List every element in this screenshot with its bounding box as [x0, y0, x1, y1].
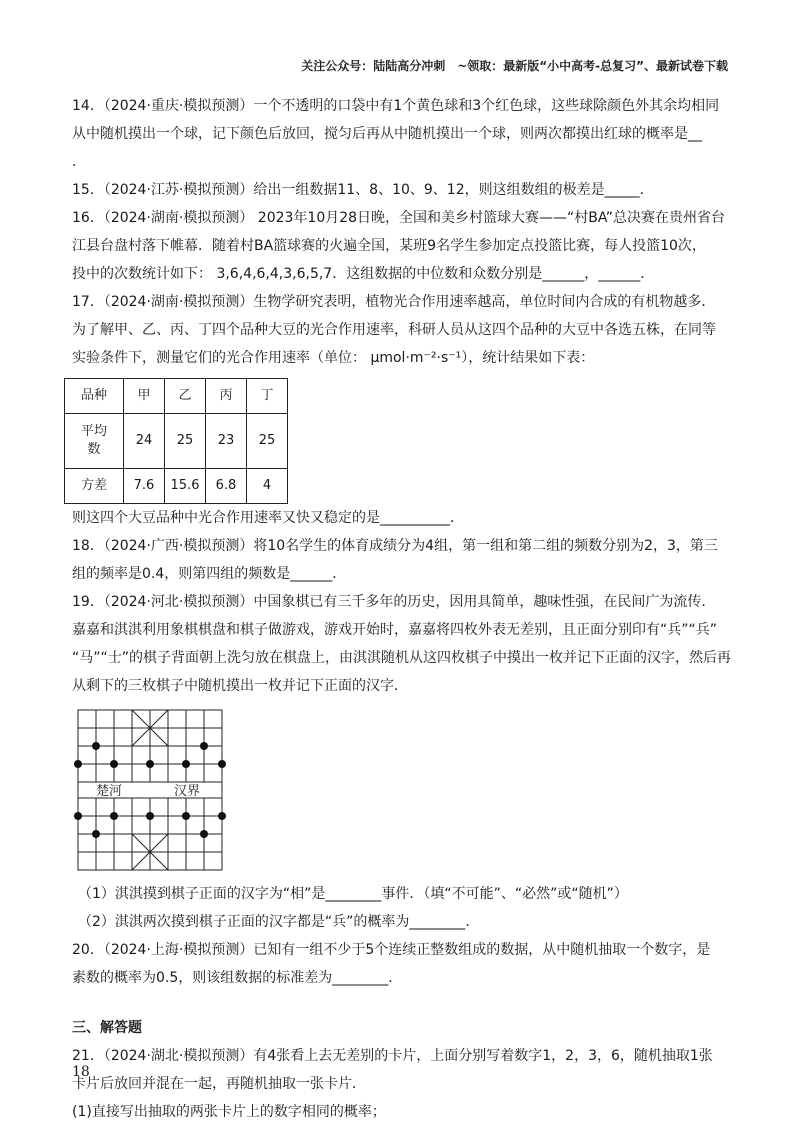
chessboard-svg — [74, 706, 230, 874]
q14-line1: 14．（2024·重庆·模拟预测）一个不透明的口袋中有1个黄色球和3个红色球，这些球除颜色外其余均相同 — [72, 98, 720, 114]
q16-line3: 投中的次数统计如下： 3,6,4,6,4,3,6,5,7．这组数据的中位数和众数分别是______，______． — [72, 266, 655, 282]
mean-label-part1: 平均 — [80, 424, 107, 439]
table-cell: 24 — [124, 414, 165, 469]
table-cell: 6.8 — [206, 469, 247, 504]
page-header: 关注公众号：陆陆高分冲刺 ~领取：最新版“小中高考-总复习”、最新试卷下载 — [301, 59, 728, 73]
q19-line4: 从剩下的三枚棋子中随机摸出一枚并记下正面的汉字． — [72, 678, 408, 694]
q20-line2: 素数的概率为0.5，则该组数据的标准差为________． — [72, 970, 403, 986]
table-row — [65, 414, 288, 469]
river-right-label: 汉界 — [174, 784, 201, 799]
table-cell: 4 — [247, 469, 288, 504]
q18-line2: 组的频率是0.4，则第四组的频数是______． — [72, 566, 347, 582]
q14-line2: 从中随机摸出一个球，记下颜色后放回，搅匀后再从中随机摸出一个球，则两次都摸出红球的概率是__ — [72, 126, 702, 142]
q15-line1: 15．（2024·江苏·模拟预测）给出一组数据11、8、10、9、12，则这组数组的极差是_____． — [72, 182, 654, 198]
table-row-label — [65, 414, 124, 469]
q17-line4: 则这四个大豆品种中光合作用速率又快又稳定的是__________． — [72, 510, 464, 526]
table-row-label: 方差 — [65, 469, 124, 504]
photosynthesis-table — [64, 378, 288, 504]
q21-line1: 21．（2024·湖北·模拟预测）有4张看上去无差别的卡片，上面分别写着数字1，2，3，6，随机抽取1张 — [72, 1048, 713, 1064]
table-header-cell: 乙 — [165, 379, 206, 414]
q19-sub1: （1）淇淇摸到棋子正面的汉字为“相”是________事件．（填“不可能”、“必然”或“随机”） — [78, 886, 628, 902]
q21-line3: (1)直接写出抽取的两张卡片上的数字相同的概率； — [72, 1104, 386, 1120]
table-header-cell: 品种 — [65, 379, 124, 414]
q17-line1: 17．（2024·湖南·模拟预测）生物学研究表明，植物光合作用速率越高，单位时间内合成的有机物越多． — [72, 294, 716, 310]
q20-line1: 20．（2024·上海·模拟预测）已知有一组不少于5个连续正整数组成的数据，从中随机抽取一个数字，是 — [72, 942, 711, 958]
q18-line1: 18．（2024·广西·模拟预测）将10名学生的体育成绩分为4组，第一组和第二组的频数分别为2，3，第三 — [72, 538, 718, 554]
table-header-cell: 甲 — [124, 379, 165, 414]
q19-line3: “马”“士”的棋子背面朝上洗匀放在棋盘上，由淇淇随机从这四枚棋子中摸出一枚并记下正面的汉字，然后再 — [72, 650, 732, 666]
table-cell: 7.6 — [124, 469, 165, 504]
q14-line3: ． — [72, 154, 86, 170]
table-row — [65, 469, 288, 504]
q19-line2: 嘉嘉和淇淇利用象棋棋盘和棋子做游戏，游戏开始时，嘉嘉将四枚外表无差别，且正面分别印有“兵”“兵” — [72, 622, 718, 638]
river-left-label: 楚河 — [96, 784, 123, 799]
table-cell: 25 — [247, 414, 288, 469]
table-header-cell: 丙 — [206, 379, 247, 414]
table-cell: 25 — [165, 414, 206, 469]
chessboard-figure — [74, 706, 732, 874]
q17-line2: 为了解甲、乙、丙、丁四个品种大豆的光合作用速率，科研人员从这四个品种的大豆中各选五株，在同等 — [72, 322, 716, 338]
q16-line1: 16．（2024·湖南·模拟预测） 2023年10月28日晚，全国和美乡村篮球大赛——“村BA”总决赛在贵州省台 — [72, 210, 726, 226]
section-title: 三、解答题 — [72, 1020, 142, 1036]
table-cell: 15.6 — [165, 469, 206, 504]
q19-sub2: （2）淇淇两次摸到棋子正面的汉字都是“兵”的概率为________． — [78, 914, 480, 930]
table-cell: 23 — [206, 414, 247, 469]
table-row — [65, 379, 288, 414]
q16-line2: 江县台盘村落下帷幕．随着村BA篮球赛的火遍全国，某班9名学生参加定点投篮比赛，每人投篮10次， — [72, 238, 706, 254]
mean-label-part2: 数 — [87, 442, 101, 457]
page-number: 18 — [72, 1064, 90, 1080]
q21-line2: 卡片后放回并混在一起，再随机抽取一张卡片． — [72, 1076, 366, 1092]
q19-line1: 19．（2024·河北·模拟预测）中国象棋已有三千多年的历史，因用具简单，趣味性强，在民间广为流传． — [72, 594, 716, 610]
q17-line3: 实验条件下，测量它们的光合作用速率（单位： μmol·m⁻²·s⁻¹），统计结果如下表： — [72, 350, 595, 366]
page-content — [72, 92, 732, 1126]
table-header-cell: 丁 — [247, 379, 288, 414]
